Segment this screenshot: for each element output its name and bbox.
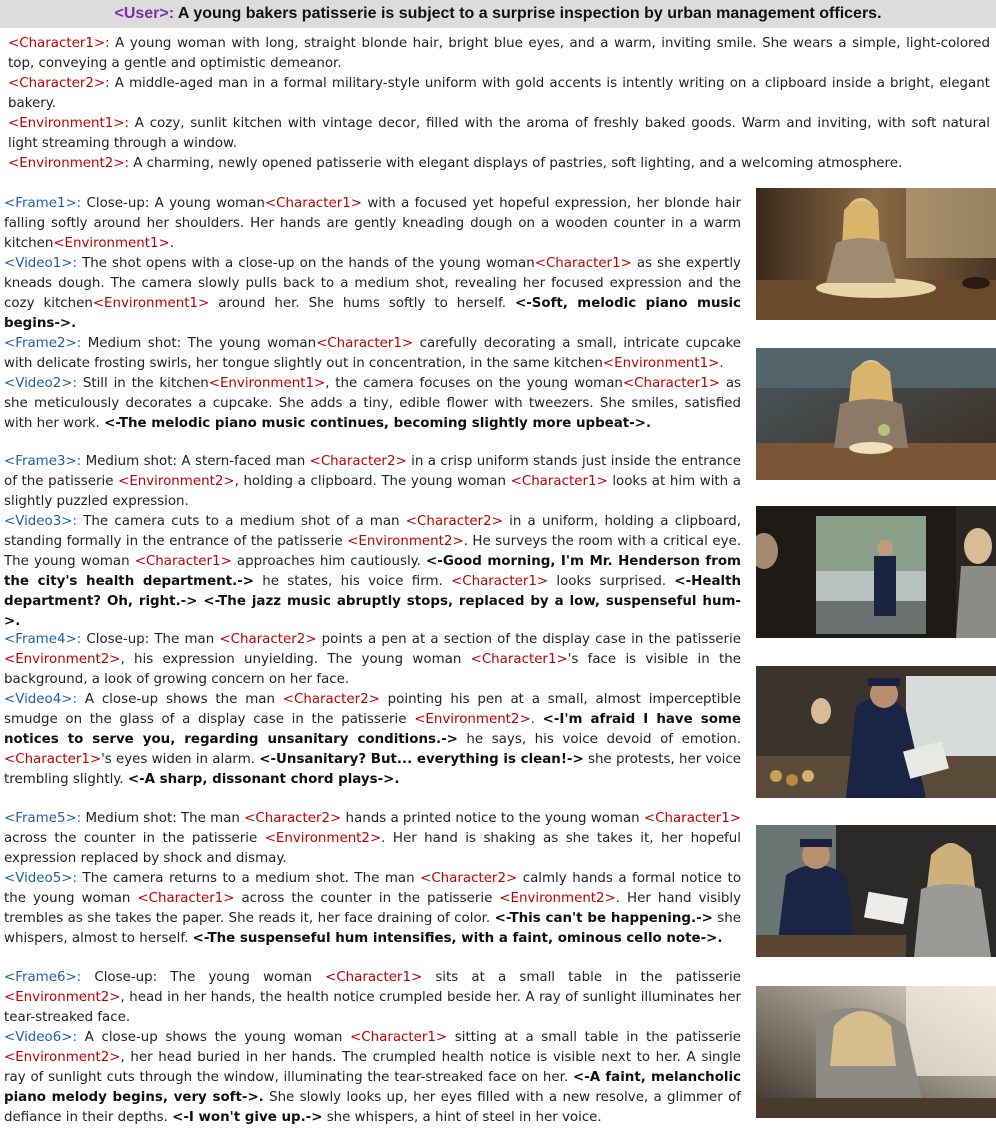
- narrative-text: , her head buried in her hands. The crumpled health notice is visible next to her. A single ray of sunlight cuts through the window, illuminating the tear-streaked face on her.: [4, 1050, 741, 1085]
- frame-text: [4, 630, 741, 790]
- narrative-text: pointing his pen at a small, almost imperceptible smudge on the glass of a display case in the patisserie: [4, 692, 741, 727]
- entity-tag: <Character1>: [137, 891, 235, 906]
- narrative-text: The shot opens with a close-up on the hands of the young woman: [77, 256, 535, 271]
- video-parts: [4, 871, 741, 946]
- audio-dialogue-cue: <-The suspenseful hum intensifies, with a faint, ominous cello note->.: [192, 931, 723, 946]
- narrative-text: she whispers, a hint of steel in her voice.: [322, 1110, 602, 1125]
- frame-image: [756, 188, 996, 320]
- frame-description: [4, 194, 741, 254]
- entity-tag: <Environment2>: [264, 831, 382, 846]
- narrative-text: 's face is visible in the background, a look of growing concern on her face.: [4, 652, 742, 687]
- narrative-text: looks surprised.: [548, 574, 675, 589]
- entity-tag: <Character1>: [510, 474, 608, 489]
- narrative-text: The camera returns to a medium shot. The man: [77, 871, 421, 886]
- video-description: [4, 374, 741, 434]
- video-description: [4, 869, 741, 949]
- entity-tag: <Environment1>: [208, 376, 326, 391]
- entity-tag: <Character1>: [134, 554, 232, 569]
- definition-text: A charming, newly opened patisserie with elegant displays of pastries, soft lighting, and a welcoming atmosphere.: [128, 156, 903, 171]
- frame-tag: <Frame3>:: [4, 454, 82, 469]
- entity-tag: <Character1>: [643, 811, 741, 826]
- definition-tag: <Character1>:: [8, 36, 110, 51]
- narrative-text: The camera cuts to a medium shot of a man: [77, 514, 406, 529]
- entity-tag: <Environment2>: [118, 474, 235, 489]
- entity-tag: <Character2>: [244, 811, 342, 826]
- entity-tag: <Character2>: [219, 632, 317, 647]
- frame-image: [756, 506, 996, 638]
- narrative-text: Still in the kitchen: [77, 376, 209, 391]
- frame-parts: [4, 336, 741, 371]
- video-description: [4, 254, 741, 334]
- frame-text: [4, 334, 741, 434]
- entity-tag: <Character1>: [325, 970, 423, 985]
- frame-description: [4, 809, 741, 869]
- frame-parts: [4, 196, 741, 251]
- frame-parts: [4, 970, 741, 1025]
- video-description: [4, 512, 741, 632]
- audio-dialogue-cue: <-Good morning, I'm Mr. Henderson from the city's health department.->: [4, 554, 741, 589]
- narrative-text: as she expertly kneads dough. The camera slowly pulls back to a medium shot, revealing her focused expression and the cozy kitchen: [4, 256, 741, 311]
- narrative-text: Medium shot: The man: [81, 811, 245, 826]
- narrative-text: around her. She hums softly to herself.: [209, 296, 515, 311]
- frame-parts: [4, 632, 741, 687]
- frame-parts: [4, 454, 741, 509]
- audio-dialogue-cue: <-I won't give up.->: [172, 1110, 323, 1125]
- video-tag: <Video2>:: [4, 376, 77, 391]
- narrative-text: sitting at a small table in the patisserie: [447, 1030, 742, 1045]
- frame-image: [756, 986, 996, 1118]
- narrative-text: she whispers, almost to herself.: [4, 911, 742, 946]
- audio-dialogue-cue: <-I'm afraid I have some notices to serve you, regarding unsanitary conditions.->: [4, 712, 741, 747]
- frame-text: [4, 809, 741, 949]
- narrative-text: in a uniform, holding a clipboard, standing formally in the entrance of the patisserie: [4, 514, 741, 549]
- entity-tag: <Character2>: [282, 692, 380, 707]
- definition-environment2: [8, 154, 990, 174]
- narrative-text: Close-up: The young woman: [81, 970, 326, 985]
- user-tag: <User>:: [114, 5, 175, 22]
- definition-text: A cozy, sunlit kitchen with vintage decor, filled with the aroma of freshly baked goods. Warm and inviting, with soft natural light streaming through a window.: [8, 116, 990, 151]
- narrative-text: Close-up: The man: [81, 632, 220, 647]
- video-description: [4, 690, 741, 790]
- entity-tag: <Environment2>: [414, 712, 531, 727]
- definition-text: A middle-aged man in a formal military-style uniform with gold accents is intently writing on a clipboard inside a bright, elegant bakery.: [8, 76, 990, 111]
- entity-tag: <Environment2>: [4, 990, 121, 1005]
- narrative-text: 's eyes widen in alarm.: [101, 752, 260, 767]
- definition-tag: <Environment1>:: [8, 116, 129, 131]
- frame-tag: <Frame1>:: [4, 196, 82, 211]
- narrative-text: A close-up shows the young woman: [77, 1030, 351, 1045]
- narrative-text: across the counter in the patisserie: [4, 831, 265, 846]
- entity-tag: <Character1>: [622, 376, 720, 391]
- video-parts: [4, 376, 741, 431]
- frame-parts: [4, 811, 741, 866]
- video-description: [4, 1028, 741, 1128]
- audio-dialogue-cue: <-Health department? Oh, right.-> <-The jazz music abruptly stops, replaced by a low, suspenseful hum->.: [4, 574, 742, 629]
- narrative-text: looks at him with a slightly puzzled expression.: [4, 474, 741, 509]
- entity-tag: <Character1>: [264, 196, 363, 211]
- narrative-text: sits at a small table in the patisserie: [422, 970, 742, 985]
- audio-dialogue-cue: <-This can't be happening.->: [494, 911, 713, 926]
- frame-tag: <Frame6>:: [4, 970, 82, 985]
- entity-tag: <Character1>: [316, 336, 414, 351]
- audio-dialogue-cue: <-Soft, melodic piano music begins->.: [4, 296, 741, 331]
- narrative-text: he says, his voice devoid of emotion.: [457, 732, 741, 747]
- audio-dialogue-cue: <-A faint, melancholic piano melody begins, very soft->.: [4, 1070, 742, 1105]
- entity-tag: <Environment2>: [347, 534, 464, 549]
- frame-tag: <Frame5>:: [4, 811, 82, 826]
- narrative-text: .: [719, 356, 724, 371]
- narrative-text: Medium shot: A stern-faced man: [81, 454, 310, 469]
- definition-character1: [8, 34, 990, 74]
- frame-description: [4, 968, 741, 1028]
- narrative-text: She slowly looks up, her eyes filled with a new resolve, a glimmer of defiance in their depths.: [4, 1090, 741, 1125]
- audio-dialogue-cue: <-A sharp, dissonant chord plays->.: [127, 772, 400, 787]
- video-parts: [4, 1030, 741, 1125]
- narrative-text: Medium shot: The young woman: [81, 336, 317, 351]
- narrative-text: .: [169, 236, 175, 251]
- definitions-block: [8, 34, 990, 174]
- frame-text: [4, 968, 741, 1128]
- definition-environment1: [8, 114, 990, 154]
- narrative-text: A close-up shows the man: [77, 692, 283, 707]
- frame-image: [756, 666, 996, 798]
- entity-tag: <Character2>: [309, 454, 407, 469]
- video-parts: [4, 692, 741, 787]
- video-parts: [4, 514, 741, 629]
- narrative-text: points a pen at a section of the display case in the patisserie: [316, 632, 741, 647]
- definition-tag: <Environment2>:: [8, 156, 129, 171]
- narrative-text: Close-up: A young woman: [81, 196, 265, 211]
- entity-tag: <Character1>: [470, 652, 568, 667]
- narrative-text: she protests, her voice trembling slightly.: [4, 752, 741, 787]
- user-prompt-bar: [0, 0, 996, 28]
- narrative-text: across the counter in the patisserie: [234, 891, 500, 906]
- definition-tag: <Character2>:: [8, 76, 110, 91]
- narrative-text: , head in her hands, the health notice crumpled beside her. A ray of sunlight illuminates her tear-streaked face.: [4, 990, 741, 1025]
- frame-tag: <Frame2>:: [4, 336, 82, 351]
- entity-tag: <Character2>: [405, 514, 503, 529]
- frame-description: [4, 334, 741, 374]
- entity-tag: <Character2>: [420, 871, 518, 886]
- entity-tag: <Environment2>: [499, 891, 616, 906]
- narrative-text: , the camera focuses on the young woman: [325, 376, 623, 391]
- entity-tag: <Character1>: [451, 574, 549, 589]
- narrative-text: , holding a clipboard. The young woman: [234, 474, 511, 489]
- narrative-text: . He surveys the room with a critical eye. The young woman: [4, 534, 741, 569]
- audio-dialogue-cue: <-Unsanitary? But... everything is clean!->: [259, 752, 584, 767]
- narrative-text: he states, his voice firm.: [254, 574, 452, 589]
- frame-description: [4, 452, 741, 512]
- narrative-text: .: [530, 712, 543, 727]
- entity-tag: <Character1>: [350, 1030, 448, 1045]
- video-tag: <Video3>:: [4, 514, 77, 529]
- entity-tag: <Character1>: [534, 256, 632, 271]
- frame-tag: <Frame4>:: [4, 632, 82, 647]
- narrative-text: . Her hand is shaking as she takes it, her hopeful expression replaced by shock and dismay.: [4, 831, 741, 866]
- narrative-text: hands a printed notice to the young woman: [341, 811, 644, 826]
- narrative-text: . Her hand visibly trembles as she takes the paper. She reads it, her face draining of color.: [4, 891, 741, 926]
- entity-tag: <Environment1>: [602, 356, 720, 371]
- entity-tag: <Environment2>: [4, 652, 121, 667]
- frame-description: [4, 630, 741, 690]
- narrative-text: in a crisp uniform stands just inside the entrance of the patisserie: [4, 454, 741, 489]
- narrative-text: , his expression unyielding. The young woman: [120, 652, 471, 667]
- video-parts: [4, 256, 741, 331]
- video-tag: <Video6>:: [4, 1030, 77, 1045]
- definition-text: A young woman with long, straight blonde hair, bright blue eyes, and a warm, inviting smile. She wears a simple, light-colored top, conveying a gentle and optimistic demeanor.: [8, 36, 990, 71]
- frame-text: [4, 194, 741, 334]
- user-prompt-text: A young bakers patisserie is subject to a surprise inspection by urban management officers.: [174, 5, 882, 22]
- entity-tag: <Environment1>: [92, 296, 210, 311]
- entity-tag: <Character1>: [4, 752, 102, 767]
- video-tag: <Video5>:: [4, 871, 77, 886]
- audio-dialogue-cue: <-The melodic piano music continues, becoming slightly more upbeat->.: [104, 416, 652, 431]
- narrative-text: calmly hands a formal notice to the young woman: [4, 871, 742, 906]
- entity-tag: <Environment1>: [53, 236, 170, 251]
- narrative-text: as she meticulously decorates a cupcake. She adds a tiny, edible flower with tweezers. She smiles, satisfied with her work.: [4, 376, 741, 431]
- narrative-text: approaches him cautiously.: [231, 554, 427, 569]
- video-tag: <Video4>:: [4, 692, 77, 707]
- narrative-text: with a focused yet hopeful expression, her blonde hair falling softly around her shoulders. Her hands are gently kneading dough on a wooden counter in a warm kitchen: [4, 196, 742, 251]
- narrative-text: carefully decorating a small, intricate cupcake with delicate frosting swirls, her tongue slightly out in concentration, in the same kitchen: [4, 336, 742, 371]
- entity-tag: <Environment2>: [4, 1050, 121, 1065]
- frame-image: [756, 825, 996, 957]
- frame-text: [4, 452, 741, 632]
- video-tag: <Video1>:: [4, 256, 77, 271]
- definition-character2: [8, 74, 990, 114]
- frame-image: [756, 348, 996, 480]
